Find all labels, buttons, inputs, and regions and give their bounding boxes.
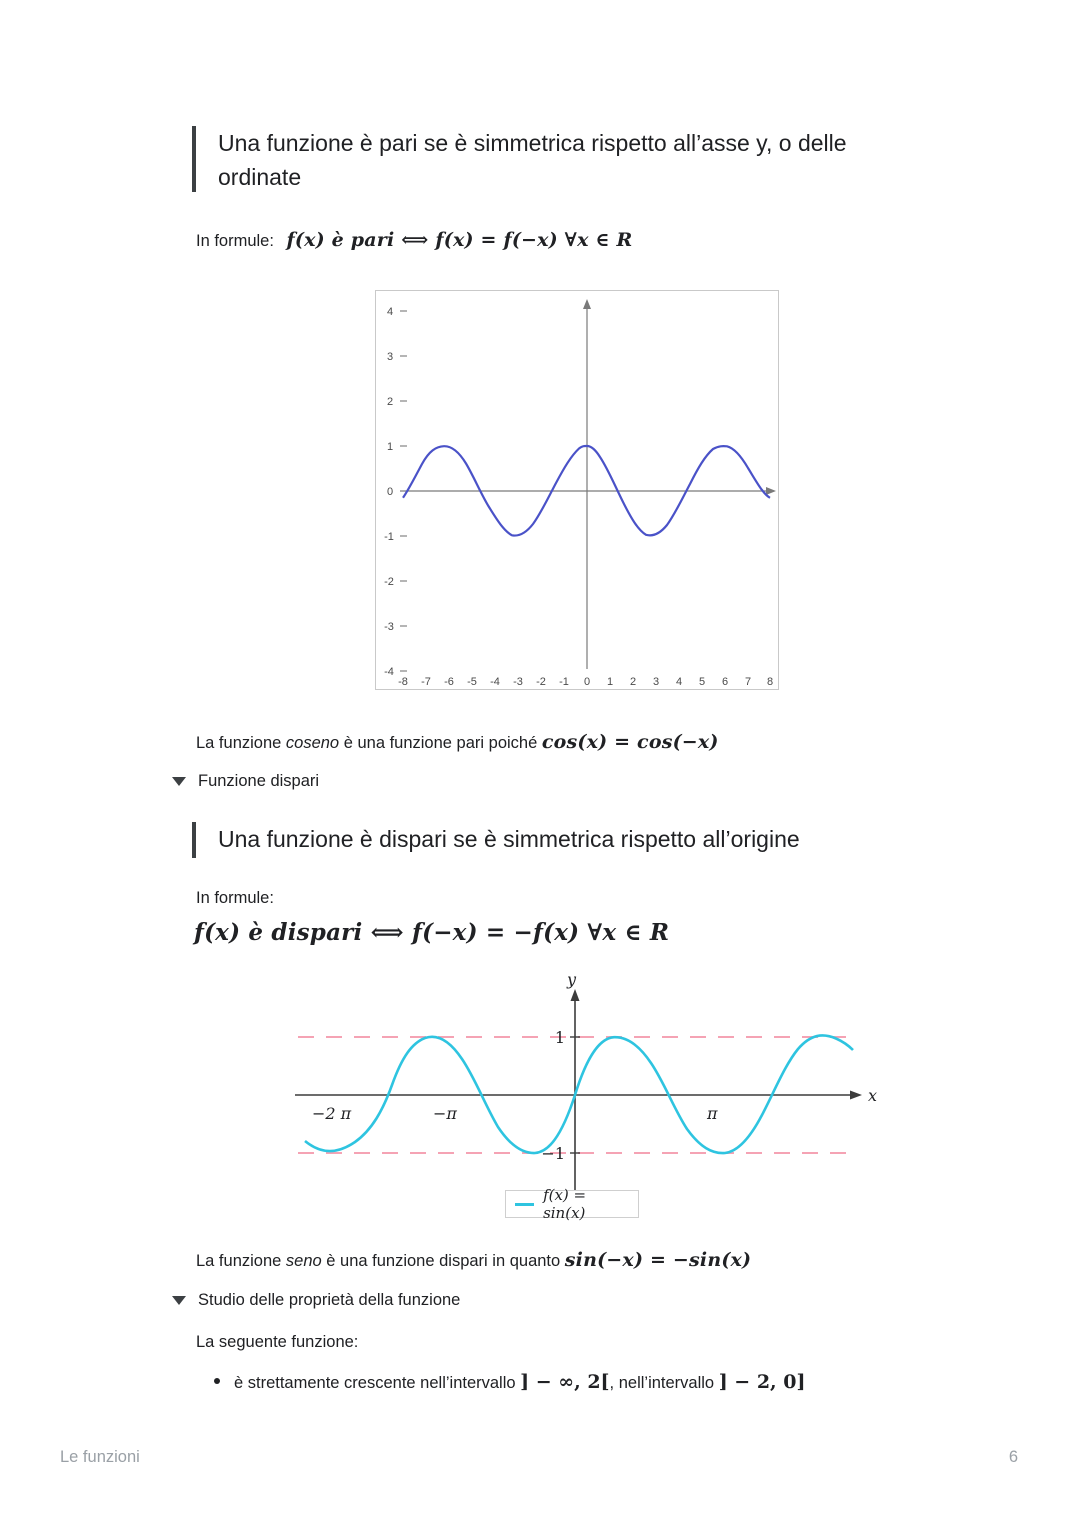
- odd-caption: [196, 1248, 751, 1274]
- even-formula-label: In formule:: [196, 232, 274, 250]
- callout-odd-function: [192, 822, 902, 858]
- svg-text:4: 4: [675, 676, 683, 688]
- legend-swatch-icon: [515, 1203, 534, 1206]
- list-item-text: [234, 1370, 806, 1396]
- callout-bar: [192, 126, 196, 192]
- odd-caption-pre: La funzione: [196, 1252, 286, 1270]
- svg-text:1: 1: [386, 441, 394, 453]
- toggle-funzione-dispari-label: Funzione dispari: [198, 772, 320, 790]
- svg-text:1: 1: [554, 1028, 565, 1047]
- svg-text:2: 2: [386, 396, 394, 408]
- svg-text:-2: -2: [536, 676, 546, 688]
- footer-title: Le funzioni: [60, 1448, 140, 1466]
- toggle-studio-proprieta[interactable]: [172, 1291, 460, 1310]
- toggle-funzione-dispari[interactable]: [172, 772, 319, 791]
- chevron-down-icon[interactable]: [172, 777, 186, 786]
- even-caption-italic: coseno: [285, 734, 340, 752]
- svg-text:-4: -4: [384, 666, 394, 678]
- svg-text:π: π: [707, 1104, 718, 1123]
- even-caption-post: è una funzione pari poiché: [339, 734, 542, 752]
- svg-text:4: 4: [386, 306, 394, 318]
- even-formula-row: [196, 228, 632, 254]
- svg-text:−1: −1: [541, 1144, 565, 1163]
- callout-even-function: [192, 126, 902, 194]
- svg-text:-5: -5: [467, 676, 477, 688]
- legend-label: f(x) = sin(x): [543, 1186, 587, 1222]
- even-caption-formula: cos(x) = cos(−x): [541, 731, 719, 753]
- svg-text:-6: -6: [444, 676, 454, 688]
- svg-text:7: 7: [744, 676, 752, 688]
- svg-text:-2: -2: [384, 576, 394, 588]
- bullet-mid: , nell’intervallo: [609, 1374, 719, 1392]
- even-caption: [196, 730, 719, 756]
- odd-formula-label: In formule:: [196, 889, 274, 907]
- odd-caption-formula: sin(−x) = −sin(x): [564, 1249, 752, 1271]
- svg-text:1: 1: [606, 676, 614, 688]
- svg-text:x: x: [868, 1086, 878, 1105]
- svg-text:8: 8: [766, 676, 774, 688]
- svg-text:0: 0: [583, 676, 591, 688]
- svg-text:5: 5: [698, 676, 706, 688]
- odd-formula: f(x) è dispari ⟺ f(−x) = −f(x) ∀x ∈ R: [194, 919, 670, 946]
- callout-even-text: Una funzione è pari se è simmetrica rispetto all’asse y, o delle ordinate: [218, 130, 847, 190]
- cosine-chart: [375, 290, 779, 690]
- toggle-studio-proprieta-label: Studio delle proprietà della funzione: [198, 1291, 461, 1309]
- svg-text:-1: -1: [384, 531, 394, 543]
- sine-chart-legend: [505, 1186, 639, 1222]
- svg-text:-8: -8: [398, 676, 408, 688]
- svg-text:-4: -4: [490, 676, 500, 688]
- svg-text:−2 π: −2 π: [312, 1104, 352, 1123]
- odd-caption-post: è una funzione dispari in quanto: [321, 1252, 565, 1270]
- svg-text:y: y: [567, 975, 577, 989]
- svg-text:-3: -3: [513, 676, 523, 688]
- page-number: 6: [1008, 1448, 1018, 1466]
- properties-intro: La seguente funzione:: [196, 1333, 359, 1351]
- list-item: [214, 1370, 914, 1396]
- svg-text:3: 3: [386, 351, 394, 363]
- bullet-text: è strettamente crescente nell’intervallo: [234, 1374, 521, 1392]
- odd-caption-italic: seno: [285, 1252, 322, 1270]
- bullet-dot-icon: [214, 1378, 220, 1384]
- svg-text:6: 6: [721, 676, 729, 688]
- bullet-formula-2: ] − 2, 0]: [718, 1371, 806, 1393]
- callout-bar-odd: [192, 822, 196, 858]
- bullet-formula-1: ] − ∞, 2[: [520, 1371, 610, 1393]
- svg-text:0: 0: [386, 486, 394, 498]
- svg-text:2: 2: [629, 676, 637, 688]
- even-caption-pre: La funzione: [196, 734, 286, 752]
- svg-text:-7: -7: [421, 676, 431, 688]
- svg-text:3: 3: [652, 676, 660, 688]
- sine-chart: [270, 975, 880, 1220]
- svg-text:-1: -1: [559, 676, 569, 688]
- chevron-down-icon[interactable]: [172, 1296, 186, 1305]
- svg-text:−π: −π: [433, 1104, 457, 1123]
- callout-odd-text: Una funzione è dispari se è simmetrica rispetto all’origine: [218, 826, 800, 852]
- svg-text:-3: -3: [384, 621, 394, 633]
- even-formula: f(x) è pari ⟺ f(x) = f(−x) ∀x ∈ R: [286, 229, 633, 251]
- odd-formula-label-row: [196, 886, 274, 911]
